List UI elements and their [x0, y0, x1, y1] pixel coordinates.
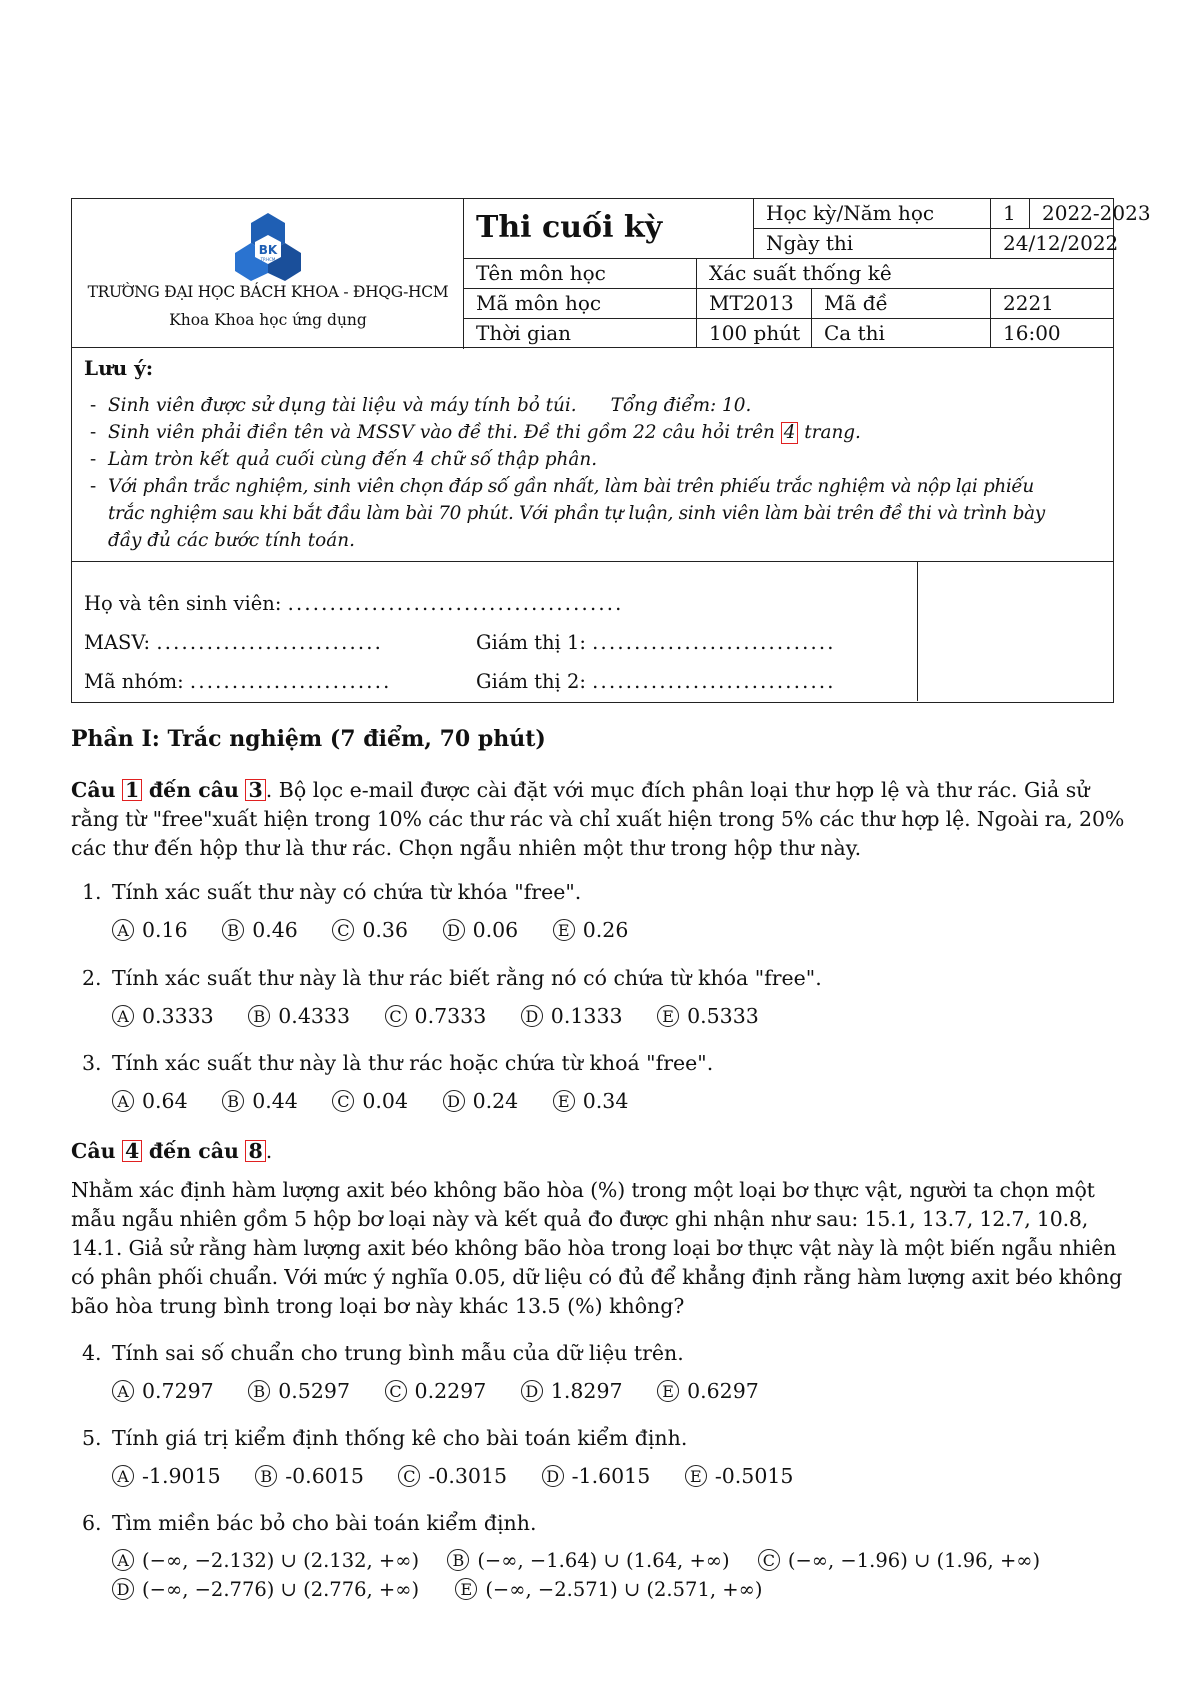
option-d[interactable]	[443, 1089, 519, 1113]
option-d[interactable]	[542, 1464, 651, 1488]
date-label: Ngày thi	[753, 229, 990, 259]
option-value: -1.6015	[571, 1464, 651, 1488]
option-letter-icon: C	[332, 1090, 354, 1112]
intro-line-3: 14.1. Giả sử rằng hàm lượng axit béo không bão hòa trong loại bơ thực vật này là một biến ngẫu nhiên	[71, 1236, 1117, 1260]
option-letter-icon: A	[112, 1380, 134, 1402]
option-value: -0.5015	[714, 1464, 794, 1488]
question-6	[82, 1511, 536, 1535]
option-letter-icon: A	[112, 1465, 134, 1487]
logo-text: BK	[258, 243, 278, 257]
option-letter-icon: A	[112, 1005, 134, 1027]
intro-line-3: các thư đến hộp thư là thư rác. Chọn ngẫu nhiên một thư trong hộp thư này.	[71, 836, 862, 860]
option-letter-icon: A	[112, 919, 134, 941]
group-field[interactable]	[84, 670, 392, 693]
group-label: Mã nhóm:	[84, 670, 184, 693]
question-6-options-row-1	[112, 1549, 1040, 1572]
intro-line-1: Bộ lọc e-mail được cài đặt với mục đích phân loại thư hợp lệ và thư rác. Giả sử	[278, 778, 1090, 802]
option-letter-icon: D	[521, 1380, 543, 1402]
option-value: 0.16	[142, 918, 188, 942]
university-name: TRƯỜNG ĐẠI HỌC BÁCH KHOA - ĐHQG-HCM	[87, 283, 449, 301]
note-dash: -	[90, 395, 97, 416]
option-letter-icon: B	[248, 1005, 270, 1027]
shift-value: 16:00	[990, 319, 1114, 348]
option-value: (−∞, −1.64) ∪ (1.64, +∞)	[477, 1549, 730, 1572]
question-8-link[interactable]: 8	[245, 1140, 265, 1162]
option-value: 0.5297	[278, 1379, 350, 1403]
question-6-options-row-2	[112, 1578, 790, 1601]
option-c[interactable]	[758, 1549, 1040, 1572]
block-label: đến câu	[148, 778, 239, 802]
question-3	[82, 1051, 713, 1075]
intro-line-4: có phân phối chuẩn. Với mức ý nghĩa 0.05, dữ liệu có đủ để khẳng định rằng hàm lượng axit béo không	[71, 1265, 1123, 1289]
exam-code-value: 2221	[990, 289, 1114, 319]
semester-label: Học kỳ/Năm học	[753, 199, 990, 229]
option-letter-icon: B	[447, 1549, 469, 1571]
school-logo-cell	[72, 199, 464, 349]
block-label: đến câu	[148, 1139, 239, 1163]
block-label: Câu	[71, 778, 116, 802]
faculty-name: Khoa Khoa học ứng dụng	[169, 311, 367, 329]
question-text: Tính giá trị kiểm định thống kê cho bài toán kiểm định.	[112, 1426, 688, 1450]
option-letter-icon: D	[443, 919, 465, 941]
option-e[interactable]	[455, 1578, 762, 1601]
date-value: 24/12/2022	[990, 229, 1114, 259]
question-number: 2.	[82, 966, 102, 990]
option-value: 0.44	[252, 1089, 298, 1113]
exam-notes	[71, 348, 1114, 562]
student-name-dots: ........................................	[287, 592, 624, 615]
student-id-label: MASV:	[84, 631, 151, 654]
student-id-field[interactable]	[84, 631, 383, 654]
question-3-options	[112, 1089, 656, 1113]
option-a[interactable]	[112, 1464, 221, 1488]
option-b[interactable]	[447, 1549, 729, 1572]
student-name-label: Họ và tên sinh viên:	[84, 592, 282, 615]
note-2-end: trang.	[804, 422, 861, 443]
note-4-line-2: trắc nghiệm sau khi bắt đầu làm bài 70 phút. Với phần tự luận, sinh viên làm bài trên đề thi và trình bày	[108, 503, 1045, 524]
question-number: 1.	[82, 880, 102, 904]
option-d[interactable]	[443, 918, 519, 942]
semester-value: 1	[990, 199, 1029, 229]
option-a[interactable]	[112, 1379, 214, 1403]
option-a[interactable]	[112, 1549, 419, 1572]
question-4-link[interactable]: 4	[122, 1140, 142, 1162]
intro-line-1: Nhằm xác định hàm lượng axit béo không bão hòa (%) trong một loại bơ thực vật, người ta chọn một	[71, 1178, 1095, 1202]
option-value: 0.5333	[687, 1004, 759, 1028]
option-letter-icon: D	[112, 1578, 134, 1600]
option-letter-icon: B	[255, 1465, 277, 1487]
question-2	[82, 966, 822, 990]
proctor-1-label: Giám thị 1:	[476, 631, 586, 654]
university-logo-icon	[233, 211, 303, 283]
question-number: 4.	[82, 1341, 102, 1365]
option-a[interactable]	[112, 918, 188, 942]
option-letter-icon: E	[455, 1578, 477, 1600]
subject-value: Xác suất thống kê	[696, 259, 1114, 289]
option-value: (−∞, −2.776) ∪ (2.776, +∞)	[142, 1578, 420, 1601]
question-4	[82, 1341, 684, 1365]
score-box	[917, 562, 1115, 701]
question-number: 6.	[82, 1511, 102, 1535]
student-name-field[interactable]	[84, 592, 624, 615]
question-block-1-intro	[71, 776, 1125, 863]
option-value: (−∞, −1.96) ∪ (1.96, +∞)	[787, 1549, 1041, 1572]
proctor-2-label: Giám thị 2:	[476, 670, 586, 693]
proctor-1-field[interactable]	[476, 631, 836, 654]
option-letter-icon: B	[248, 1380, 270, 1402]
group-dots: ........................	[189, 670, 392, 693]
course-code-label: Mã môn học	[464, 289, 696, 319]
student-info-box	[71, 562, 1114, 703]
exam-title: Thi cuối kỳ	[464, 199, 753, 259]
question-text: Tính sai số chuẩn cho trung bình mẫu của dữ liệu trên.	[112, 1341, 684, 1365]
option-value: -0.3015	[428, 1464, 508, 1488]
block-dot: .	[265, 778, 273, 802]
option-letter-icon: E	[553, 1090, 575, 1112]
option-letter-icon: D	[521, 1005, 543, 1027]
option-b[interactable]	[222, 918, 298, 942]
note-dash: -	[90, 476, 97, 497]
option-e[interactable]	[657, 1004, 759, 1028]
option-value: 0.36	[362, 918, 409, 942]
question-block-2-intro	[71, 1176, 1121, 1321]
option-c[interactable]	[385, 1379, 487, 1403]
question-text: Tìm miền bác bỏ cho bài toán kiểm định.	[112, 1511, 537, 1535]
option-letter-icon: E	[657, 1005, 679, 1027]
option-letter-icon: B	[222, 1090, 244, 1112]
block-label: Câu	[71, 1139, 116, 1163]
option-letter-icon: A	[112, 1090, 134, 1112]
option-d[interactable]	[521, 1379, 623, 1403]
option-value: 0.6297	[687, 1379, 759, 1403]
option-e[interactable]	[657, 1379, 759, 1403]
intro-line-2: rằng từ "free"xuất hiện trong 10% các thư rác và chỉ xuất hiện trong 5% các thư hợp lệ. Ngoài ra, 20%	[71, 807, 1125, 831]
year-value: 2022-2023	[1029, 199, 1114, 229]
note-dash: -	[90, 422, 97, 443]
proctor-2-dots: .............................	[592, 670, 836, 693]
option-value: 0.7297	[142, 1379, 214, 1403]
option-letter-icon: D	[443, 1090, 465, 1112]
option-d[interactable]	[521, 1004, 623, 1028]
note-4	[90, 473, 1110, 554]
option-e[interactable]	[553, 918, 629, 942]
option-letter-icon: D	[542, 1465, 564, 1487]
option-e[interactable]	[685, 1464, 794, 1488]
option-letter-icon: C	[385, 1005, 407, 1027]
option-value: 0.64	[142, 1089, 188, 1113]
course-code-value: MT2013	[696, 289, 811, 319]
option-letter-icon: B	[222, 919, 244, 941]
question-text: Tính xác suất thư này có chứa từ khóa "free".	[112, 880, 582, 904]
question-4-options	[112, 1379, 787, 1403]
option-c[interactable]	[385, 1004, 487, 1028]
option-value: 1.8297	[550, 1379, 623, 1403]
exam-header-table	[71, 198, 1151, 348]
proctor-2-field[interactable]	[476, 670, 836, 693]
question-1-options	[112, 918, 656, 942]
student-id-dots: ...........................	[156, 631, 384, 654]
intro-line-2: mẫu ngẫu nhiên gồm 5 hộp bơ loại này và kết quả đo được ghi nhận như sau: 15.1, 13.7, 12.7, 10.8,	[71, 1207, 1089, 1231]
shift-label: Ca thi	[811, 319, 990, 348]
question-text: Tính xác suất thư này là thư rác hoặc chứa từ khoá "free".	[112, 1051, 714, 1075]
option-letter-icon: C	[332, 919, 354, 941]
option-value: 0.7333	[414, 1004, 487, 1028]
question-1-link[interactable]: 1	[122, 779, 142, 801]
option-value: 0.46	[252, 918, 298, 942]
option-value: 0.1333	[550, 1004, 623, 1028]
option-b[interactable]	[248, 1004, 350, 1028]
option-c[interactable]	[398, 1464, 507, 1488]
question-5-options	[112, 1464, 821, 1488]
proctor-1-dots: .............................	[592, 631, 836, 654]
intro-line-5: bão hòa trung bình trong loại bơ này khác 13.5 (%) không?	[71, 1294, 685, 1318]
option-d[interactable]	[112, 1578, 419, 1601]
note-4-line-3: đầy đủ các bước tính toán.	[108, 530, 355, 551]
option-letter-icon: C	[398, 1465, 420, 1487]
option-value: 0.2297	[414, 1379, 487, 1403]
option-value: (−∞, −2.571) ∪ (2.571, +∞)	[485, 1578, 763, 1601]
question-3-link[interactable]: 3	[245, 779, 265, 801]
option-a[interactable]	[112, 1089, 188, 1113]
question-1	[82, 880, 581, 904]
option-letter-icon: C	[385, 1380, 407, 1402]
duration-value: 100 phút	[696, 319, 811, 348]
option-c[interactable]	[332, 918, 408, 942]
note-4-line-1: Với phần trắc nghiệm, sinh viên chọn đáp số gần nhất, làm bài trên phiếu trắc nghiệm và nộp lại phiếu	[108, 476, 1034, 497]
duration-label: Thời gian	[476, 321, 572, 345]
option-letter-icon: C	[758, 1549, 780, 1571]
note-1-total: Tổng điểm: 10.	[610, 395, 752, 416]
option-value: (−∞, −2.132) ∪ (2.132, +∞)	[142, 1549, 420, 1572]
exam-code-label: Mã đề	[811, 289, 990, 319]
question-2-options	[112, 1004, 787, 1028]
note-1-text: Sinh viên được sử dụng tài liệu và máy tính bỏ túi.	[108, 395, 577, 416]
question-text: Tính xác suất thư này là thư rác biết rằng nó có chứa từ khóa "free".	[112, 966, 822, 990]
option-b[interactable]	[222, 1089, 298, 1113]
option-e[interactable]	[553, 1089, 629, 1113]
option-value: 0.26	[582, 918, 629, 942]
question-block-2-heading	[71, 1137, 1121, 1166]
option-a[interactable]	[112, 1004, 214, 1028]
option-value: -0.6015	[285, 1464, 364, 1488]
note-3-text: Làm tròn kết quả cuối cùng đến 4 chữ số thập phân.	[108, 449, 598, 470]
note-dash: -	[90, 449, 97, 470]
subject-label: Tên môn học	[464, 259, 696, 289]
option-b[interactable]	[255, 1464, 364, 1488]
option-value: 0.4333	[278, 1004, 350, 1028]
option-value: 0.06	[472, 918, 519, 942]
question-number: 5.	[82, 1426, 102, 1450]
option-letter-icon: E	[657, 1380, 679, 1402]
option-letter-icon: A	[112, 1549, 134, 1571]
question-number: 3.	[82, 1051, 102, 1075]
note-2-text: Sinh viên phải điền tên và MSSV vào đề thi. Đề thi gồm 22 câu hỏi trên	[108, 422, 775, 443]
question-5	[82, 1426, 687, 1450]
option-value: 0.3333	[142, 1004, 214, 1028]
notes-title: Lưu ý:	[84, 356, 154, 380]
part-1-title: Phần I: Trắc nghiệm (7 điểm, 70 phút)	[71, 726, 546, 752]
option-b[interactable]	[248, 1379, 350, 1403]
option-c[interactable]	[332, 1089, 408, 1113]
option-value: 0.04	[362, 1089, 409, 1113]
logo-subtext: TP.HCM	[260, 257, 276, 262]
option-letter-icon: E	[685, 1465, 707, 1487]
page-count-link[interactable]: 4	[781, 422, 799, 444]
option-value: -1.9015	[142, 1464, 221, 1488]
option-value: 0.34	[582, 1089, 629, 1113]
option-letter-icon: E	[553, 919, 575, 941]
option-value: 0.24	[472, 1089, 519, 1113]
block-dot: .	[265, 1139, 273, 1163]
